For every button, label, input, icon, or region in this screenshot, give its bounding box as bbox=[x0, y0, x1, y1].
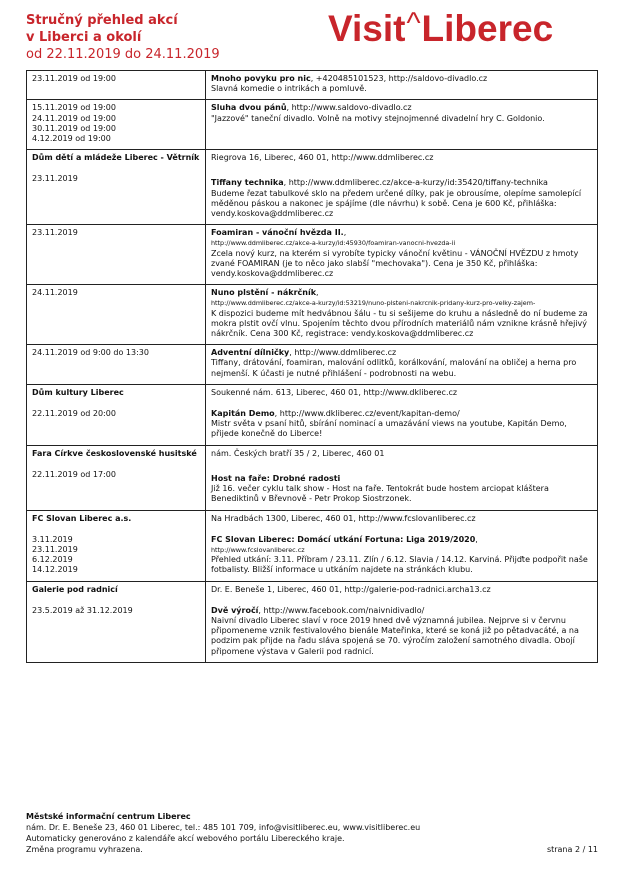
event-info: , bbox=[316, 288, 319, 298]
event-info: , http://www.saldovo-divadlo.cz bbox=[286, 103, 412, 113]
logo-text-visit: Visit bbox=[328, 8, 406, 49]
event-details bbox=[206, 581, 598, 662]
event-details bbox=[206, 510, 598, 581]
event-url[interactable]: http://www.ddmliberec.cz/akce-a-kurzy/id:45930/foamiran-vanocni-hvezda-ii bbox=[211, 239, 456, 248]
venue-address: nám. Českých bratří 35 / 2, Liberec, 460 01 bbox=[211, 448, 385, 458]
event-row bbox=[27, 100, 598, 150]
event-dates: 23.11.2019 bbox=[27, 225, 206, 285]
event-url[interactable]: http://www.ddmliberec.cz/akce-a-kurzy/id:53219/nuno-plsteni-nakrcnik-pridany-kurz-pro-velky-zajem- bbox=[211, 299, 536, 308]
event-info: , http://www.dkliberec.cz/event/kapitan-demo/ bbox=[274, 409, 460, 419]
event-info: , http://www.ddmliberec.cz bbox=[289, 348, 397, 358]
logo-text-liberec: Liberec bbox=[421, 8, 554, 49]
event-description: Naivní divadlo Liberec slaví v roce 2019 hned dvě významná jubilea. Nejprve si v červnu připomeneme vznik festivalového bienále Mateřinka, které se koná již po pětadvacáté, a na podzim pak přijde na řadu sláva spojená se 70. výročím založení samotného divadla. Obojí připomene výstava v Galerii pod radnicí. bbox=[211, 615, 579, 656]
event-description: "Jazzové" taneční divadlo. Volně na motivy stejnojmenné divadelní hry C. Goldonio. bbox=[211, 113, 545, 123]
event-info: , bbox=[475, 534, 478, 544]
event-description: Budeme řezat tabulkové sklo na předem určené dílky, pak je obrousíme, olepíme samolepící měděnou páskou a nakonec je spájíme (dle návrhu) k sobě. Cena je 600 Kč, přihláška: vendy.koskova@ddmliberec.cz bbox=[211, 188, 582, 219]
venue-address: Riegrova 16, Liberec, 460 01, http://www.ddmliberec.cz bbox=[211, 153, 434, 163]
event-row bbox=[27, 225, 598, 285]
venue-name: Dům dětí a mládeže Liberec - Větrník bbox=[32, 153, 200, 163]
title-line-2: v Liberci a okolí bbox=[26, 30, 142, 45]
event-date: 23.5.2019 až 31.12.2019 bbox=[32, 605, 133, 615]
event-title: Mnoho povyku pro nic bbox=[211, 74, 311, 83]
venue-event-row bbox=[27, 581, 598, 662]
footer-contact: nám. Dr. E. Beneše 23, 460 01 Liberec, tel.: 485 101 709, info@visitliberec.eu, www.visitliberec.eu bbox=[26, 823, 421, 832]
event-info: , http://www.ddmliberec.cz/akce-a-kurzy/id:35420/tiffany-technika bbox=[283, 178, 548, 188]
event-row bbox=[27, 285, 598, 345]
footer-change-note: Změna programu vyhrazena. bbox=[26, 845, 143, 854]
event-description: Slavná komedie o intrikách a pomluvě. bbox=[211, 84, 367, 94]
title-line-1: Stručný přehled akcí bbox=[26, 13, 178, 28]
event-details bbox=[206, 71, 598, 100]
venue-event-row bbox=[27, 445, 598, 510]
event-dates: 15.11.2019 od 19:00 24.11.2019 od 19:00 30.11.2019 od 19:00 4.12.2019 od 19:00 bbox=[27, 100, 206, 150]
venue-event-row bbox=[27, 384, 598, 445]
venue-event-row bbox=[27, 510, 598, 581]
venue-cell: FC Slovan Liberec a.s. 3.11.2019 23.11.2019 6.12.2019 14.12.2019 bbox=[27, 510, 206, 581]
event-title: Tiffany technika bbox=[211, 178, 284, 188]
page-footer bbox=[26, 811, 598, 855]
event-description: K dispozici budeme mít hedvábnou šálu - tu si sešijeme do kruhu a následně do ní budeme za mokra plstit ovčí vlnu. Spojením těchto dvou přírodních materiálů nám vznikne krásně hřejivý nákrčník. Cena 300 Kč, registrace: vendy.koskova@ddmliberec.cz bbox=[211, 308, 588, 339]
event-details bbox=[206, 445, 598, 510]
venue-cell bbox=[27, 581, 206, 662]
venue-name: Galerie pod radnicí bbox=[32, 584, 118, 594]
event-date: 23.11.2019 bbox=[32, 174, 78, 184]
event-date: 22.11.2019 od 20:00 bbox=[32, 409, 116, 419]
venue-name: Dům kultury Liberec bbox=[32, 387, 124, 397]
venue-name: Fara Církve československé husitské bbox=[32, 448, 197, 458]
venue-address: Soukenné nám. 613, Liberec, 460 01, http://www.dkliberec.cz bbox=[211, 387, 458, 397]
event-info: , +420485101523, http://saldovo-divadlo.cz bbox=[310, 74, 488, 83]
event-dates: 23.11.2019 od 19:00 bbox=[27, 71, 206, 100]
event-title: Adventní dílničky bbox=[211, 348, 290, 358]
venue-cell bbox=[27, 384, 206, 445]
page-number: strana 2 / 11 bbox=[546, 845, 598, 854]
event-description: Již 16. večer cyklu talk show - Host na faře. Tentokrát bude hostem arciopat kláštera Benediktinů v Břevnově - Petr Prokop Siostrzonek. bbox=[211, 484, 549, 504]
events-table bbox=[26, 70, 598, 663]
event-url[interactable]: http://www.fcslovanliberec.cz bbox=[211, 545, 305, 554]
event-title: Sluha dvou pánů bbox=[211, 103, 287, 113]
event-title: Host na faře: Drobné radosti bbox=[211, 473, 341, 483]
logo-caret: ^ bbox=[406, 7, 421, 40]
event-details bbox=[206, 384, 598, 445]
event-title: Nuno plstění - nákrčník bbox=[211, 288, 317, 298]
venue-name: FC Slovan Liberec a.s. bbox=[32, 513, 132, 523]
event-date: 22.11.2019 od 17:00 bbox=[32, 469, 116, 479]
event-dates: 24.11.2019 bbox=[27, 285, 206, 345]
event-title: Kapitán Demo bbox=[211, 409, 275, 419]
venue-event-row bbox=[27, 150, 598, 225]
venue-cell bbox=[27, 150, 206, 225]
footer-auto-note: Automaticky generováno z kalendáře akcí webového portálu Libereckého kraje. bbox=[26, 834, 345, 843]
venue-address: Dr. E. Beneše 1, Liberec, 460 01, http://galerie-pod-radnici.archa13.cz bbox=[211, 584, 491, 594]
event-details bbox=[206, 100, 598, 150]
venue-address: Na Hradbách 1300, Liberec, 460 01, http://www.fcslovanliberec.cz bbox=[211, 513, 476, 523]
event-row bbox=[27, 71, 598, 100]
event-details bbox=[206, 150, 598, 225]
event-title: Dvě výročí bbox=[211, 605, 259, 615]
visit-liberec-logo bbox=[328, 8, 600, 52]
event-description: Přehled utkání: 3.11. Příbram / 23.11. Zlín / 6.12. Slavia / 14.12. Karviná. Přijďte podpořit naše fotbalisty. Bližší informace u utkáním najdete na stránkách klubu. bbox=[211, 555, 588, 575]
event-description: Zcela nový kurz, na kterém si vyrobíte typicky vánoční květinu - VÁNOČNÍ HVĚZDU z hmoty zvané FOAMIRAN (je to něco jako slabší "mechovaka"). Cena je 350 Kč, přihláška: vendy.koskova@ddmliberec.cz bbox=[211, 248, 579, 279]
event-row bbox=[27, 345, 598, 385]
date-range: od 22.11.2019 do 24.11.2019 bbox=[26, 47, 220, 62]
event-details bbox=[206, 225, 598, 285]
event-details bbox=[206, 285, 598, 345]
event-description: Mistr světa v psaní hitů, sbírání nominací a umazávání views na youtube, Kapitán Demo, přijede konečně do Liberce! bbox=[211, 419, 567, 439]
event-dates: 24.11.2019 od 9:00 do 13:30 bbox=[27, 345, 206, 385]
footer-org: Městské informační centrum Liberec bbox=[26, 812, 191, 821]
event-info: , bbox=[343, 228, 347, 238]
venue-cell bbox=[27, 445, 206, 510]
title-block bbox=[26, 12, 220, 63]
event-title: FC Slovan Liberec: Domácí utkání Fortuna: Liga 2019/2020 bbox=[211, 534, 476, 544]
page-header bbox=[0, 0, 622, 70]
event-description: Tiffany, drátování, foamiran, malování odlitků, korálkování, malování na obličej a herna pro nejmenší. K účasti je nutné přihlášení - podrobnosti na webu. bbox=[211, 358, 577, 378]
event-title: Foamiran - vánoční hvězda II. bbox=[211, 228, 344, 238]
event-details bbox=[206, 345, 598, 385]
event-info: , http://www.facebook.com/naivnidivadlo/ bbox=[258, 605, 425, 615]
